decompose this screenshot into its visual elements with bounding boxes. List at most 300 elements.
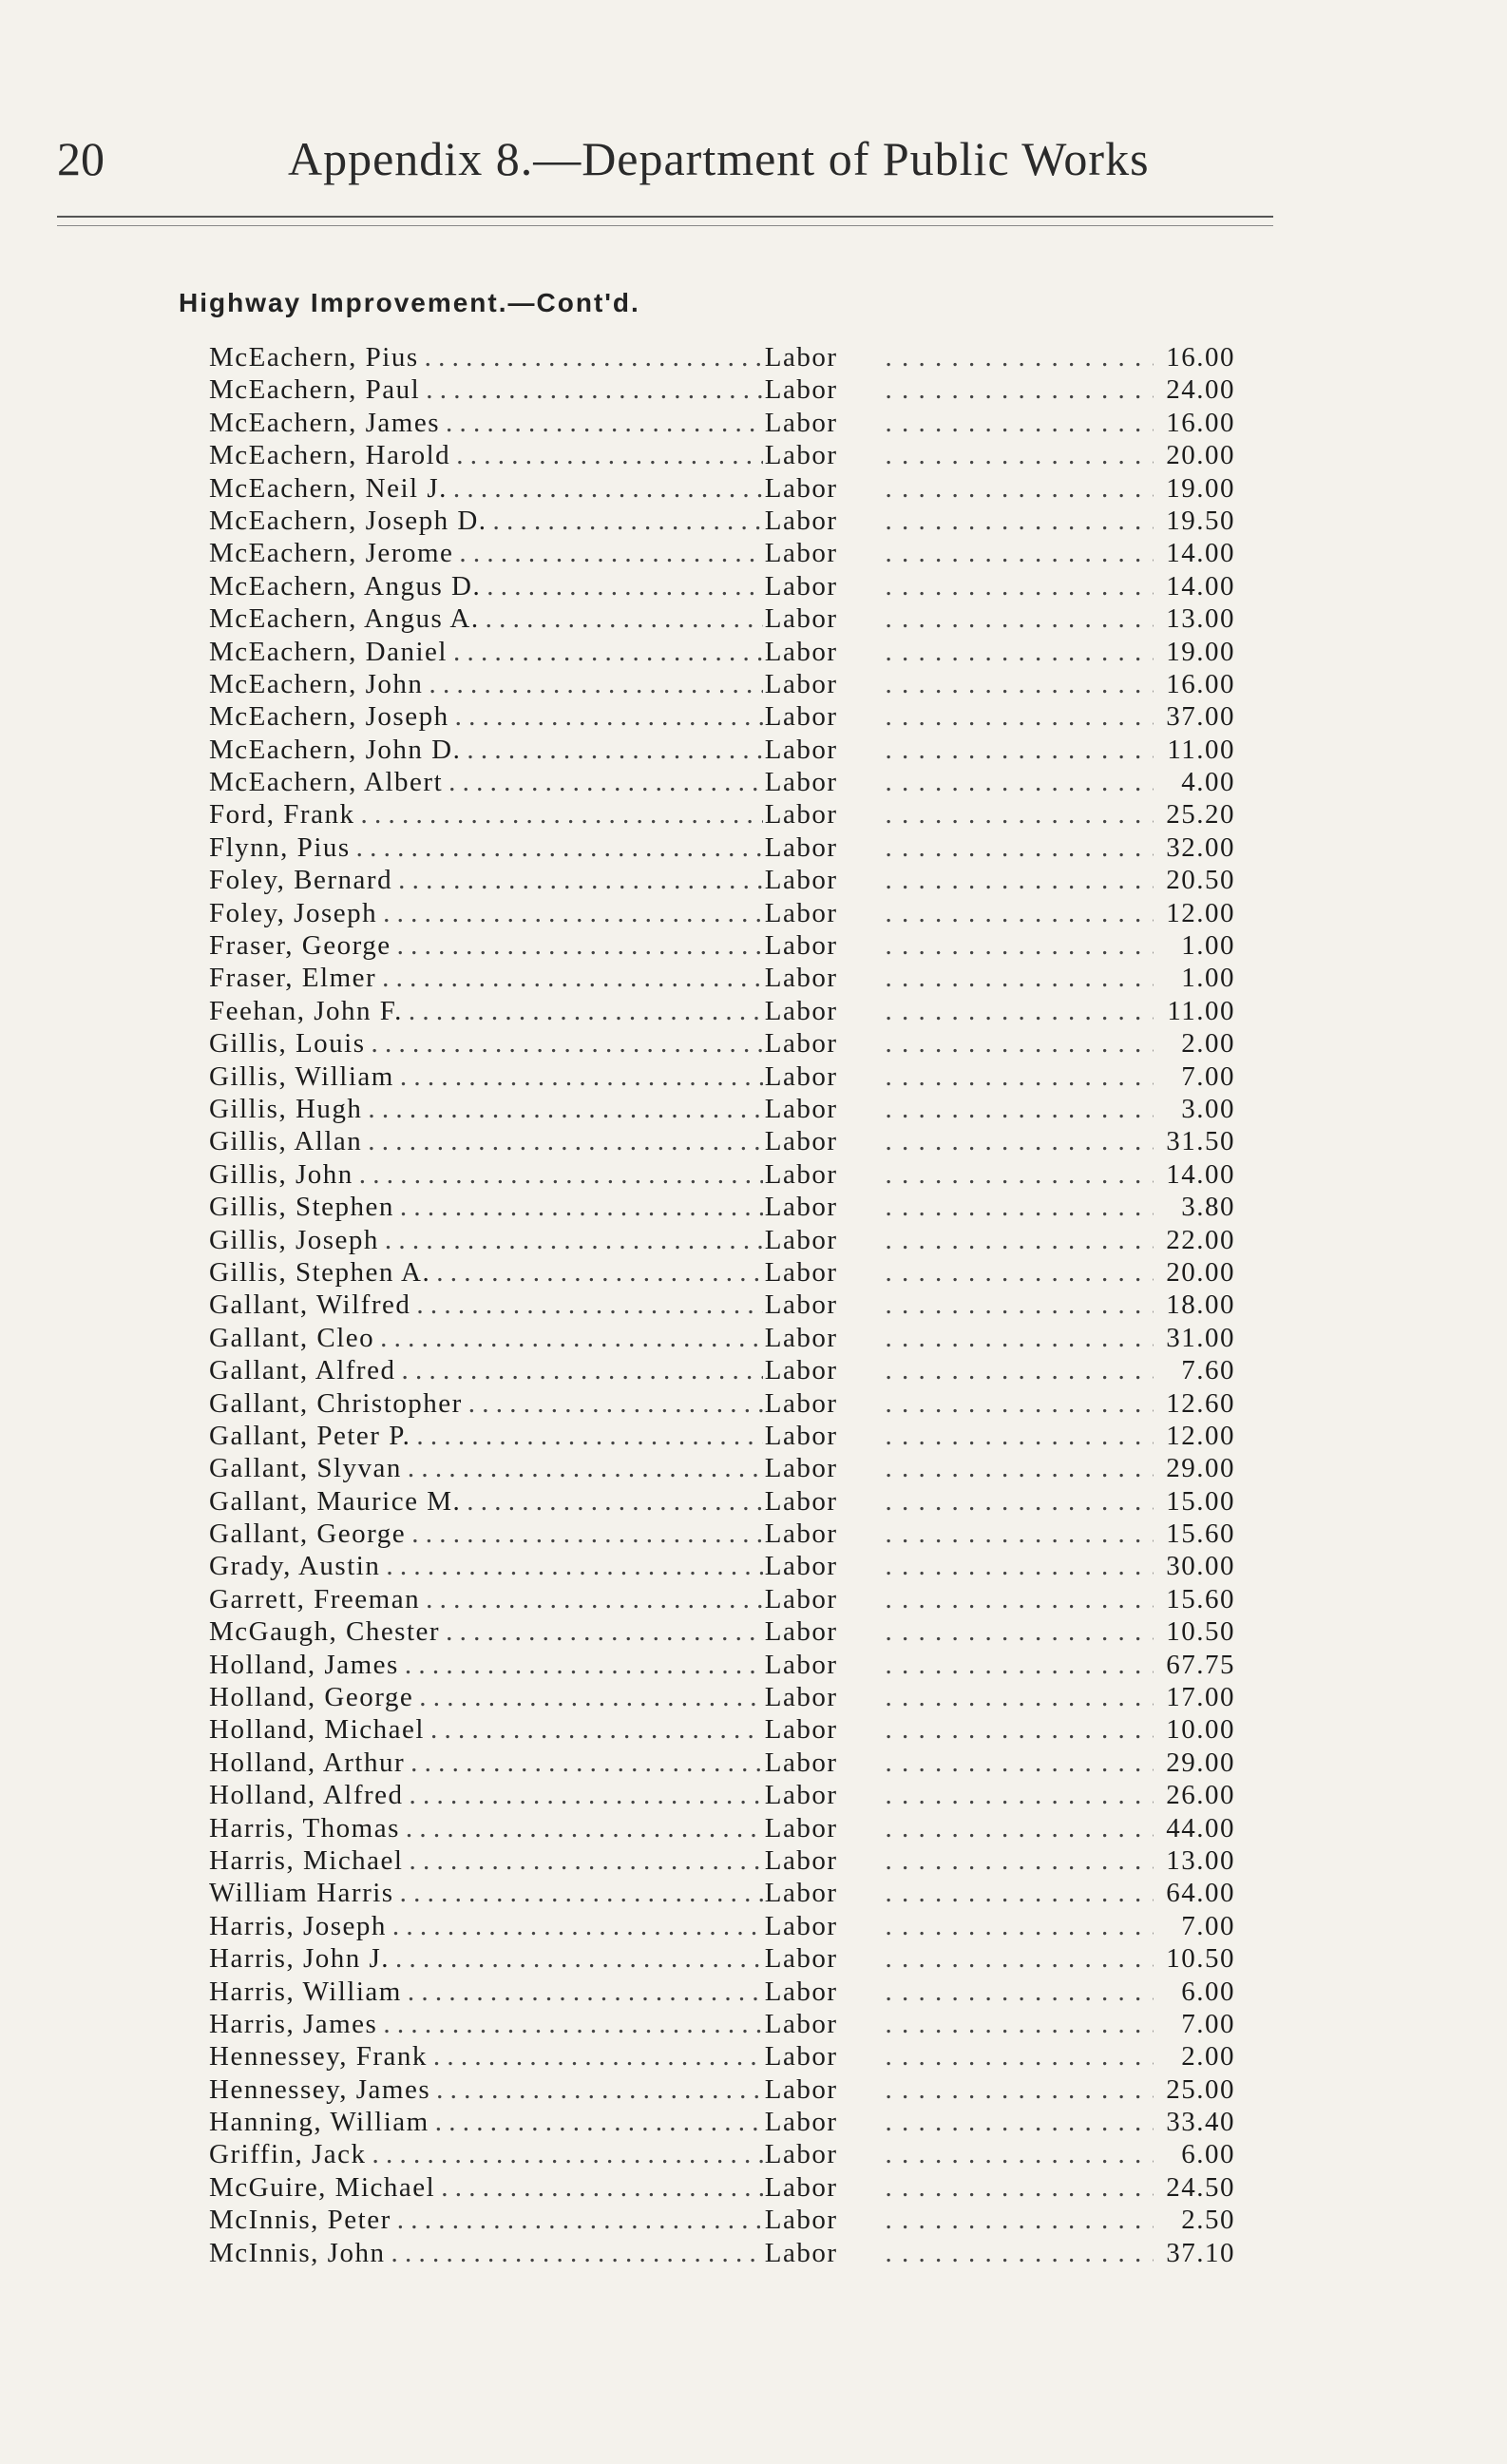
amount: 14.00 (1166, 538, 1235, 569)
name-cell (209, 506, 763, 537)
dot-leader (885, 1355, 1154, 1386)
payee-name: Holland, Alfred (209, 1780, 404, 1811)
work-description: Labor (764, 1976, 838, 2007)
ledger-row (209, 832, 1235, 865)
amount: 25.00 (1166, 2073, 1235, 2105)
name-cell (209, 865, 763, 896)
payee-name: Hennessey, James (209, 2073, 431, 2105)
name-cell (209, 767, 763, 798)
name-cell (209, 1584, 763, 1615)
payee-name: McEachern, Albert (209, 767, 444, 798)
payee-name: Foley, Joseph (209, 897, 378, 928)
name-cell (209, 603, 763, 635)
work-description: Labor (764, 897, 838, 928)
work-description: Labor (764, 1322, 838, 1353)
ledger-row (209, 1682, 1235, 1714)
work-description: Labor (764, 1093, 838, 1124)
name-cell (209, 799, 763, 831)
name-cell (209, 1323, 763, 1354)
work-description: Labor (764, 963, 838, 994)
dot-leader (885, 1780, 1154, 1811)
amount: 15.60 (1166, 1519, 1235, 1550)
dot-leader (368, 1126, 762, 1157)
payee-name: McEachern, Joseph D. (209, 505, 487, 536)
ledger-row (209, 1551, 1235, 1583)
payee-name: Gallant, Christopher (209, 1387, 463, 1419)
payee-name: McEachern, Harold (209, 440, 451, 471)
name-cell (209, 1061, 763, 1093)
amount: 33.40 (1166, 2107, 1235, 2138)
work-description: Labor (764, 1583, 838, 1614)
dot-leader (386, 1551, 762, 1582)
payee-name: Holland, Arthur (209, 1747, 406, 1778)
dot-leader (885, 2074, 1154, 2106)
ledger-row (209, 1126, 1235, 1158)
amount: 24.50 (1166, 2171, 1235, 2203)
work-description: Labor (764, 734, 838, 765)
dot-leader (885, 342, 1154, 373)
payee-name: McEachern, John (209, 668, 424, 699)
dot-leader (391, 2238, 762, 2269)
ledger-row (209, 963, 1235, 995)
amount: 13.00 (1166, 603, 1235, 635)
dot-leader (885, 506, 1154, 537)
dot-leader (383, 898, 763, 929)
amount: 2.00 (1181, 1028, 1235, 1060)
dot-leader (392, 1911, 763, 1942)
name-cell (209, 832, 763, 864)
name-cell (209, 2205, 763, 2236)
name-cell (209, 1682, 763, 1713)
dot-leader (372, 1028, 763, 1060)
dot-leader (885, 1813, 1154, 1844)
dot-leader (430, 1714, 763, 1746)
ledger-row (209, 1486, 1235, 1519)
payee-name: McGuire, Michael (209, 2171, 436, 2203)
amount: 29.00 (1166, 1453, 1235, 1484)
payee-name: McEachern, Neil J. (209, 472, 448, 504)
dot-leader (380, 1323, 763, 1354)
work-description: Labor (764, 1682, 838, 1713)
dot-leader (885, 1748, 1154, 1779)
ledger-row (209, 342, 1235, 374)
amount: 11.00 (1167, 734, 1235, 765)
amount: 1.00 (1181, 930, 1235, 962)
ledger-row (209, 1714, 1235, 1747)
ledger-row (209, 930, 1235, 963)
work-description: Labor (764, 2237, 838, 2268)
dot-leader (885, 1225, 1154, 1256)
name-cell (209, 2238, 763, 2269)
ledger-row (209, 571, 1235, 603)
payee-name: Gillis, John (209, 1158, 353, 1190)
work-description: Labor (764, 505, 838, 536)
dot-leader (410, 1845, 763, 1877)
dot-leader (885, 1257, 1154, 1289)
payee-name: Holland, James (209, 1649, 399, 1680)
dot-leader (885, 1650, 1154, 1681)
name-cell (209, 735, 763, 766)
work-description: Labor (764, 767, 838, 798)
name-cell (209, 1421, 763, 1452)
dot-leader (885, 1486, 1154, 1518)
work-description: Labor (764, 701, 838, 733)
dot-leader (885, 1584, 1154, 1615)
ledger-row (209, 1943, 1235, 1976)
ledger-row (209, 1813, 1235, 1845)
ledger-row (209, 1257, 1235, 1289)
payee-name: Gallant, Peter P. (209, 1420, 411, 1451)
ledger-row (209, 1977, 1235, 2009)
payee-name: McEachern, Paul (209, 374, 421, 406)
ledger-row (209, 767, 1235, 799)
name-cell (209, 1289, 763, 1321)
amount: 37.00 (1166, 701, 1235, 733)
ledger-row (209, 898, 1235, 930)
work-description: Labor (764, 440, 838, 471)
name-cell (209, 701, 763, 733)
name-cell (209, 669, 763, 700)
ledger-row (209, 735, 1235, 767)
payee-name: Harris, Michael (209, 1844, 404, 1876)
payee-name: Ford, Frank (209, 799, 355, 831)
ledger-row (209, 1289, 1235, 1322)
dot-leader (493, 506, 763, 537)
name-cell (209, 963, 763, 994)
work-description: Labor (764, 1649, 838, 1680)
dot-leader (885, 637, 1154, 668)
ledger-row (209, 2172, 1235, 2205)
dot-leader (436, 2074, 763, 2106)
work-description: Labor (764, 1256, 838, 1288)
dot-leader (408, 1453, 763, 1484)
work-description: Labor (764, 603, 838, 635)
amount: 19.00 (1166, 472, 1235, 504)
amount: 12.60 (1166, 1387, 1235, 1419)
dot-leader (435, 2107, 763, 2138)
dot-leader (411, 1519, 763, 1550)
payee-name: McInnis, John (209, 2237, 386, 2268)
dot-leader (885, 1289, 1154, 1321)
dot-leader (400, 1878, 763, 1909)
name-cell (209, 1977, 763, 2008)
name-cell (209, 898, 763, 929)
amount: 30.00 (1166, 1551, 1235, 1582)
amount: 26.00 (1166, 1780, 1235, 1811)
payee-name: Gillis, Stephen A. (209, 1256, 431, 1288)
name-cell (209, 538, 763, 569)
work-description: Labor (764, 538, 838, 569)
dot-leader (885, 374, 1154, 406)
dot-leader (441, 2172, 763, 2204)
ledger-row (209, 865, 1235, 897)
dot-leader (885, 1714, 1154, 1746)
name-cell (209, 1453, 763, 1484)
amount: 7.00 (1181, 1060, 1235, 1092)
header-rule-secondary (57, 225, 1273, 226)
dot-leader (885, 2009, 1154, 2040)
dot-leader (885, 996, 1154, 1027)
work-description: Labor (764, 1551, 838, 1582)
ledger-row (209, 2205, 1235, 2237)
payee-name: Harris, John J. (209, 1943, 391, 1975)
name-cell (209, 1028, 763, 1060)
work-description: Labor (764, 668, 838, 699)
dot-leader (467, 735, 762, 766)
dot-leader (400, 1061, 763, 1093)
name-cell (209, 1257, 763, 1289)
work-description: Labor (764, 1158, 838, 1190)
amount: 20.00 (1166, 440, 1235, 471)
name-cell (209, 1388, 763, 1420)
work-description: Labor (764, 2171, 838, 2203)
work-description: Labor (764, 1910, 838, 1941)
ledger-row (209, 2139, 1235, 2171)
ledger-row (209, 1878, 1235, 1910)
work-description: Labor (764, 570, 838, 602)
dot-leader (885, 1061, 1154, 1093)
name-cell (209, 996, 763, 1027)
work-description: Labor (764, 1519, 838, 1550)
dot-leader (468, 1388, 763, 1420)
work-description: Labor (764, 2139, 838, 2170)
payee-name: Gillis, Joseph (209, 1224, 379, 1255)
header-rule (57, 216, 1273, 218)
payee-name: Feehan, John F. (209, 995, 403, 1026)
work-description: Labor (764, 1878, 838, 1909)
work-description: Labor (764, 1812, 838, 1843)
payee-name: McEachern, Jerome (209, 538, 454, 569)
ledger-row (209, 603, 1235, 636)
ledger-row (209, 1323, 1235, 1355)
payee-name: McEachern, James (209, 407, 441, 438)
amount: 7.00 (1181, 2008, 1235, 2039)
name-cell (209, 1159, 763, 1191)
work-description: Labor (764, 2008, 838, 2039)
dot-leader (372, 2139, 763, 2170)
ledger-row (209, 374, 1235, 407)
name-cell (209, 1519, 763, 1550)
dot-leader (486, 603, 763, 635)
work-description: Labor (764, 1387, 838, 1419)
name-cell (209, 374, 763, 406)
payee-name: Harris, James (209, 2008, 378, 2039)
amount: 64.00 (1166, 1878, 1235, 1909)
payee-name: Gallant, George (209, 1519, 407, 1550)
amount: 2.00 (1181, 2041, 1235, 2072)
dot-leader (448, 767, 763, 798)
dot-leader (885, 767, 1154, 798)
name-cell (209, 1355, 763, 1386)
name-cell (209, 637, 763, 668)
dot-leader (885, 1845, 1154, 1877)
amount: 6.00 (1181, 2139, 1235, 2170)
amount: 24.00 (1166, 374, 1235, 406)
payee-name: Hanning, William (209, 2107, 429, 2138)
dot-leader (436, 1257, 763, 1289)
name-cell (209, 408, 763, 439)
amount: 67.75 (1166, 1649, 1235, 1680)
payee-name: Gillis, Hugh (209, 1093, 363, 1124)
dot-leader (397, 930, 763, 962)
work-description: Labor (764, 472, 838, 504)
dot-leader (426, 1584, 763, 1615)
dot-leader (885, 1192, 1154, 1223)
name-cell (209, 1126, 763, 1157)
amount: 16.00 (1166, 407, 1235, 438)
work-description: Labor (764, 1420, 838, 1451)
amount: 14.00 (1166, 1158, 1235, 1190)
dot-leader (885, 735, 1154, 766)
dot-leader (446, 1616, 763, 1648)
work-description: Labor (764, 1289, 838, 1321)
work-description: Labor (764, 1616, 838, 1648)
dot-leader (410, 1748, 763, 1779)
name-cell (209, 2074, 763, 2106)
dot-leader (885, 1094, 1154, 1125)
dot-leader (885, 832, 1154, 864)
dot-leader (419, 1682, 763, 1713)
name-cell (209, 2172, 763, 2204)
ledger-row (209, 1061, 1235, 1094)
work-description: Labor (764, 636, 838, 667)
ledger-row (209, 1845, 1235, 1878)
amount: 1.00 (1181, 963, 1235, 994)
ledger-row (209, 1028, 1235, 1060)
dot-leader (885, 1028, 1154, 1060)
amount: 3.00 (1181, 1093, 1235, 1124)
ledger-row (209, 669, 1235, 701)
ledger-row (209, 440, 1235, 472)
work-description: Labor (764, 1485, 838, 1517)
work-description: Labor (764, 342, 838, 372)
payee-name: Gallant, Maurice M. (209, 1485, 462, 1517)
work-description: Labor (764, 1192, 838, 1223)
payee-name: Holland, Michael (209, 1714, 425, 1746)
ledger-row (209, 2107, 1235, 2139)
work-description: Labor (764, 1028, 838, 1060)
dot-leader (885, 930, 1154, 962)
payee-name: McEachern, Joseph (209, 701, 449, 733)
amount: 22.00 (1166, 1224, 1235, 1255)
dot-leader (885, 1977, 1154, 2008)
dot-leader (401, 1355, 762, 1386)
name-cell (209, 1486, 763, 1518)
amount: 29.00 (1166, 1747, 1235, 1778)
ledger-row (209, 2074, 1235, 2107)
name-cell (209, 2041, 763, 2072)
dot-leader (356, 832, 763, 864)
dot-leader (885, 1911, 1154, 1942)
work-description: Labor (764, 407, 838, 438)
dot-leader (885, 1943, 1154, 1975)
dot-leader (885, 898, 1154, 929)
name-cell (209, 1780, 763, 1811)
amount: 16.00 (1166, 342, 1235, 372)
dot-leader (383, 2009, 762, 2040)
ledger-row (209, 1519, 1235, 1551)
amount: 2.50 (1181, 2205, 1235, 2236)
work-description: Labor (764, 1943, 838, 1975)
dot-leader (385, 1225, 763, 1256)
amount: 10.00 (1166, 1714, 1235, 1746)
name-cell (209, 2107, 763, 2138)
ledger-row (209, 799, 1235, 831)
dot-leader (885, 538, 1154, 569)
dot-leader (885, 408, 1154, 439)
payee-name: Hennessey, Frank (209, 2041, 428, 2072)
dot-leader (885, 473, 1154, 505)
amount: 10.50 (1166, 1616, 1235, 1648)
dot-leader (395, 1943, 763, 1975)
ledger-row (209, 637, 1235, 669)
dot-leader (885, 1323, 1154, 1354)
dot-leader (416, 1289, 762, 1321)
payee-name: Gillis, Allan (209, 1126, 363, 1157)
amount: 19.00 (1166, 636, 1235, 667)
payee-name: Garrett, Freeman (209, 1583, 421, 1614)
ledger-row (209, 1780, 1235, 1812)
payee-name: William Harris (209, 1878, 394, 1909)
ledger-row (209, 1453, 1235, 1485)
work-description: Labor (764, 1355, 838, 1386)
payee-name: Gallant, Alfred (209, 1355, 396, 1386)
amount: 18.00 (1166, 1289, 1235, 1321)
dot-leader (885, 2205, 1154, 2236)
work-description: Labor (764, 1844, 838, 1876)
name-cell (209, 1650, 763, 1681)
work-description: Labor (764, 1780, 838, 1811)
amount: 15.00 (1166, 1485, 1235, 1517)
ledger-row (209, 1616, 1235, 1649)
dot-leader (408, 1977, 763, 2008)
dot-leader (456, 440, 763, 471)
dot-leader (453, 473, 763, 505)
dot-leader (405, 1650, 763, 1681)
amount: 32.00 (1166, 831, 1235, 863)
ledger-row (209, 1094, 1235, 1126)
dot-leader (885, 571, 1154, 602)
payee-name: Fraser, Elmer (209, 963, 377, 994)
payee-name: McEachern, Pius (209, 342, 419, 372)
payee-name: Gallant, Wilfred (209, 1289, 411, 1321)
dot-leader (885, 2238, 1154, 2269)
dot-leader (885, 440, 1154, 471)
dot-leader (453, 637, 763, 668)
work-description: Labor (764, 1126, 838, 1157)
dot-leader (360, 799, 762, 831)
payee-name: McEachern, Daniel (209, 636, 448, 667)
amount: 12.00 (1166, 897, 1235, 928)
name-cell (209, 1192, 763, 1223)
dot-leader (885, 1519, 1154, 1550)
name-cell (209, 473, 763, 505)
dot-leader (885, 865, 1154, 896)
dot-leader (885, 2107, 1154, 2138)
payee-name: McEachern, John D. (209, 734, 462, 765)
dot-leader (425, 342, 763, 373)
payee-name: Holland, George (209, 1682, 414, 1713)
ledger-row (209, 1225, 1235, 1257)
name-cell (209, 1845, 763, 1877)
amount: 13.00 (1166, 1844, 1235, 1876)
ledger-row (209, 1650, 1235, 1682)
name-cell (209, 930, 763, 962)
page-number: 20 (57, 132, 105, 185)
amount: 31.00 (1166, 1322, 1235, 1353)
dot-leader (885, 1421, 1154, 1452)
dot-leader (359, 1159, 763, 1191)
